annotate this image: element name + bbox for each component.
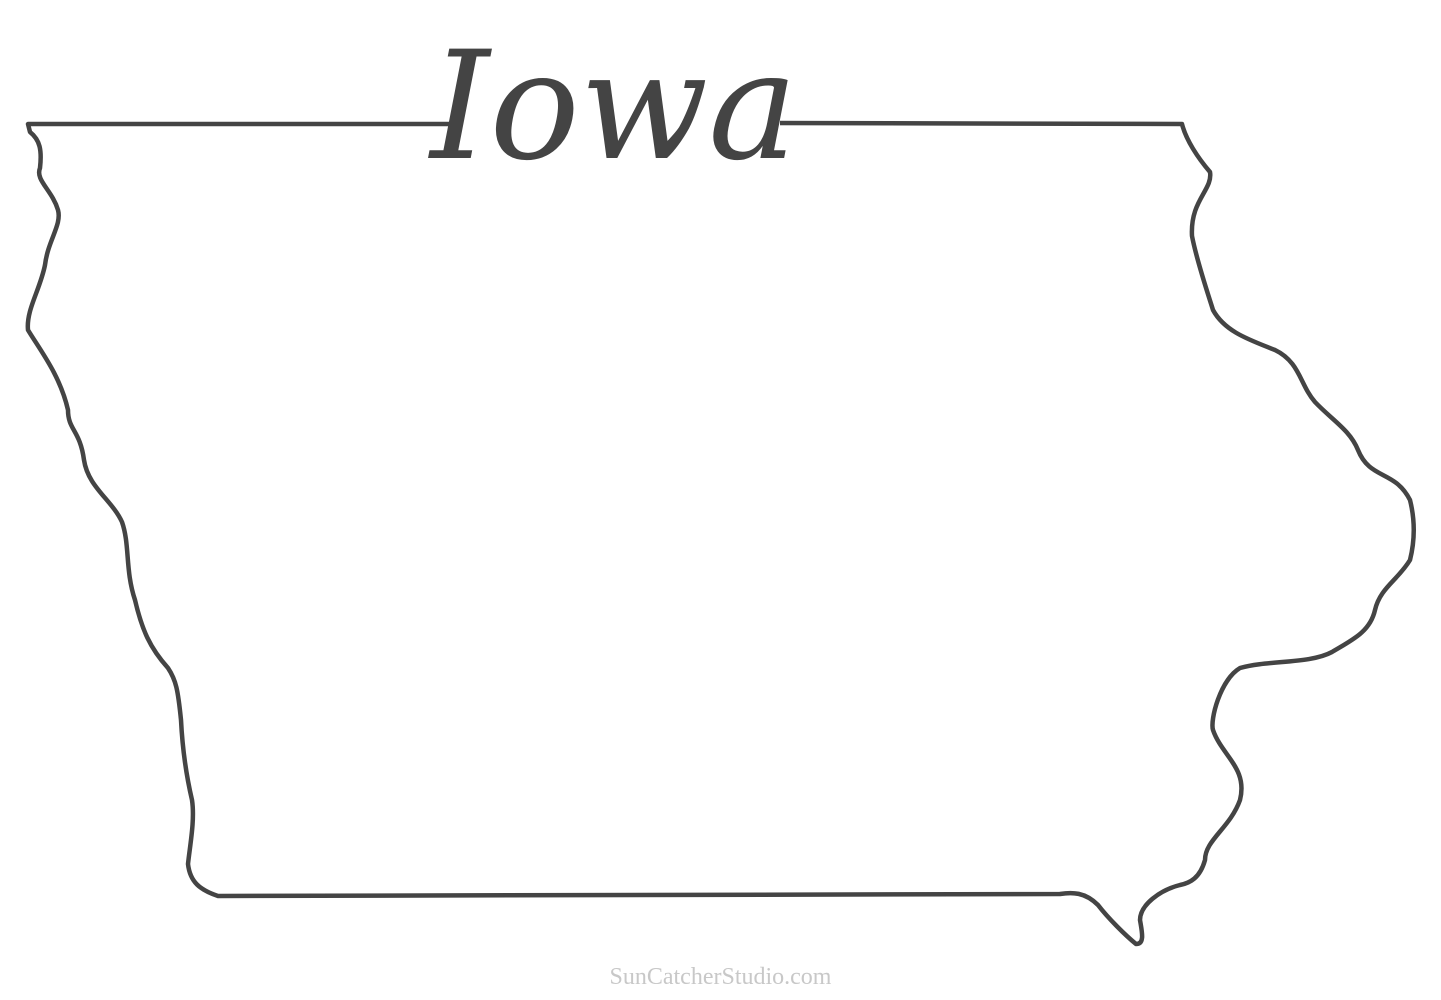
iowa-state-outline [28, 123, 1414, 944]
watermark-text[interactable]: SunCatcherStudio.com [609, 964, 832, 990]
map-title: Iowa [430, 20, 798, 194]
